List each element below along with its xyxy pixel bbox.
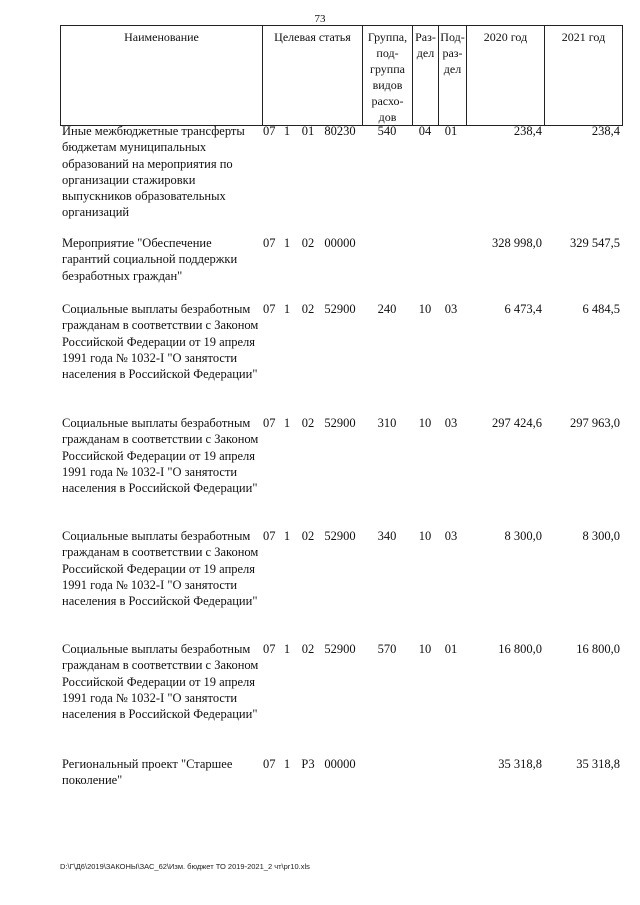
row-activity-code: 02 xyxy=(301,416,315,430)
row-activity-code: 01 xyxy=(301,124,315,138)
row-name: Социальные выплаты безработным гражданам в соответствии с Законом Российской Федерации от 19 апреля 1991 года № 1032-I "О занятости населения в Российской Федерации" xyxy=(62,302,259,382)
row-amount-2021: 329 547,5 xyxy=(570,236,620,250)
row-expense-group: 540 xyxy=(377,124,397,138)
row-name: Региональный проект "Старшее поколение" xyxy=(62,757,233,788)
row-amount-2021: 8 300,0 xyxy=(582,529,620,543)
row-amount-2020: 6 473,4 xyxy=(504,302,542,316)
row-activity-code: P3 xyxy=(301,757,315,771)
row-direction-code: 80230 xyxy=(324,124,356,138)
row-expense-group: 310 xyxy=(377,416,397,430)
row-amount-2020: 328 998,0 xyxy=(492,236,542,250)
header-expense-group: Группа, под- группа видов расхо- дов xyxy=(363,26,413,126)
row-activity-code: 02 xyxy=(301,236,315,250)
row-direction-code: 00000 xyxy=(324,236,356,250)
row-section: 10 xyxy=(418,642,432,656)
footer-file-path: D:\Г\Д6\2019\ЗАКОНЫ\ЗАС_62\Изм. бюджет ТО 2019-2021_2 чт\pr10.xls xyxy=(60,862,310,871)
row-subprogram-code: 1 xyxy=(283,124,291,138)
row-program-code: 07 xyxy=(263,416,276,430)
page-number: 73 xyxy=(314,13,326,25)
row-section: 10 xyxy=(418,416,432,430)
row-name: Социальные выплаты безработным гражданам в соответствии с Законом Российской Федерации от 19 апреля 1991 года № 1032-I "О занятости населения в Российской Федерации" xyxy=(62,642,259,722)
row-activity-code: 02 xyxy=(301,529,315,543)
header-subsection: Под- раз- дел xyxy=(439,26,467,126)
row-name: Социальные выплаты безработным гражданам в соответствии с Законом Российской Федерации от 19 апреля 1991 года № 1032-I "О занятости населения в Российской Федерации" xyxy=(62,416,259,496)
row-subprogram-code: 1 xyxy=(283,529,291,543)
header-year-2020: 2020 год xyxy=(467,26,545,126)
row-section: 10 xyxy=(418,529,432,543)
row-program-code: 07 xyxy=(263,529,276,543)
header-name: Наименование xyxy=(61,26,263,126)
row-program-code: 07 xyxy=(263,302,276,316)
row-amount-2020: 35 318,8 xyxy=(498,757,542,771)
row-subprogram-code: 1 xyxy=(283,642,291,656)
row-amount-2021: 238,4 xyxy=(591,124,620,138)
header-section: Раз- дел xyxy=(413,26,439,126)
row-activity-code: 02 xyxy=(301,642,315,656)
table-header xyxy=(60,25,623,126)
row-amount-2021: 6 484,5 xyxy=(582,302,620,316)
row-subsection: 03 xyxy=(444,302,458,316)
row-direction-code: 52900 xyxy=(324,302,356,316)
row-subprogram-code: 1 xyxy=(283,236,291,250)
row-subsection: 03 xyxy=(444,529,458,543)
row-subprogram-code: 1 xyxy=(283,757,291,771)
row-expense-group: 340 xyxy=(377,529,397,543)
row-program-code: 07 xyxy=(263,642,276,656)
row-expense-group: 570 xyxy=(377,642,397,656)
row-name: Мероприятие "Обеспечение гарантий социальной поддержки безработных граждан" xyxy=(62,236,238,283)
row-section: 10 xyxy=(418,302,432,316)
row-direction-code: 52900 xyxy=(324,642,356,656)
row-subprogram-code: 1 xyxy=(283,416,291,430)
row-activity-code: 02 xyxy=(301,302,315,316)
row-section: 04 xyxy=(418,124,432,138)
row-name: Социальные выплаты безработным гражданам в соответствии с Законом Российской Федерации от 19 апреля 1991 года № 1032-I "О занятости населения в Российской Федерации" xyxy=(62,529,259,609)
row-program-code: 07 xyxy=(263,757,276,771)
row-subprogram-code: 1 xyxy=(283,302,291,316)
row-amount-2020: 238,4 xyxy=(513,124,542,138)
row-direction-code: 52900 xyxy=(324,416,356,430)
header-target-article: Целевая статья xyxy=(263,26,363,126)
row-subsection: 01 xyxy=(444,124,458,138)
row-direction-code: 00000 xyxy=(324,757,356,771)
row-subsection: 03 xyxy=(444,416,458,430)
row-subsection: 01 xyxy=(444,642,458,656)
row-expense-group: 240 xyxy=(377,302,397,316)
header-year-2021: 2021 год xyxy=(545,26,623,126)
row-amount-2020: 16 800,0 xyxy=(498,642,542,656)
row-amount-2021: 297 963,0 xyxy=(570,416,620,430)
row-amount-2021: 16 800,0 xyxy=(576,642,620,656)
row-program-code: 07 xyxy=(263,124,276,138)
row-direction-code: 52900 xyxy=(324,529,356,543)
row-amount-2021: 35 318,8 xyxy=(576,757,620,771)
row-amount-2020: 297 424,6 xyxy=(492,416,542,430)
row-name: Иные межбюджетные трансферты бюджетам муниципальных образований на мероприятия по организации стажировки выпускников образовательных организаций xyxy=(62,124,245,220)
row-amount-2020: 8 300,0 xyxy=(504,529,542,543)
row-program-code: 07 xyxy=(263,236,276,250)
